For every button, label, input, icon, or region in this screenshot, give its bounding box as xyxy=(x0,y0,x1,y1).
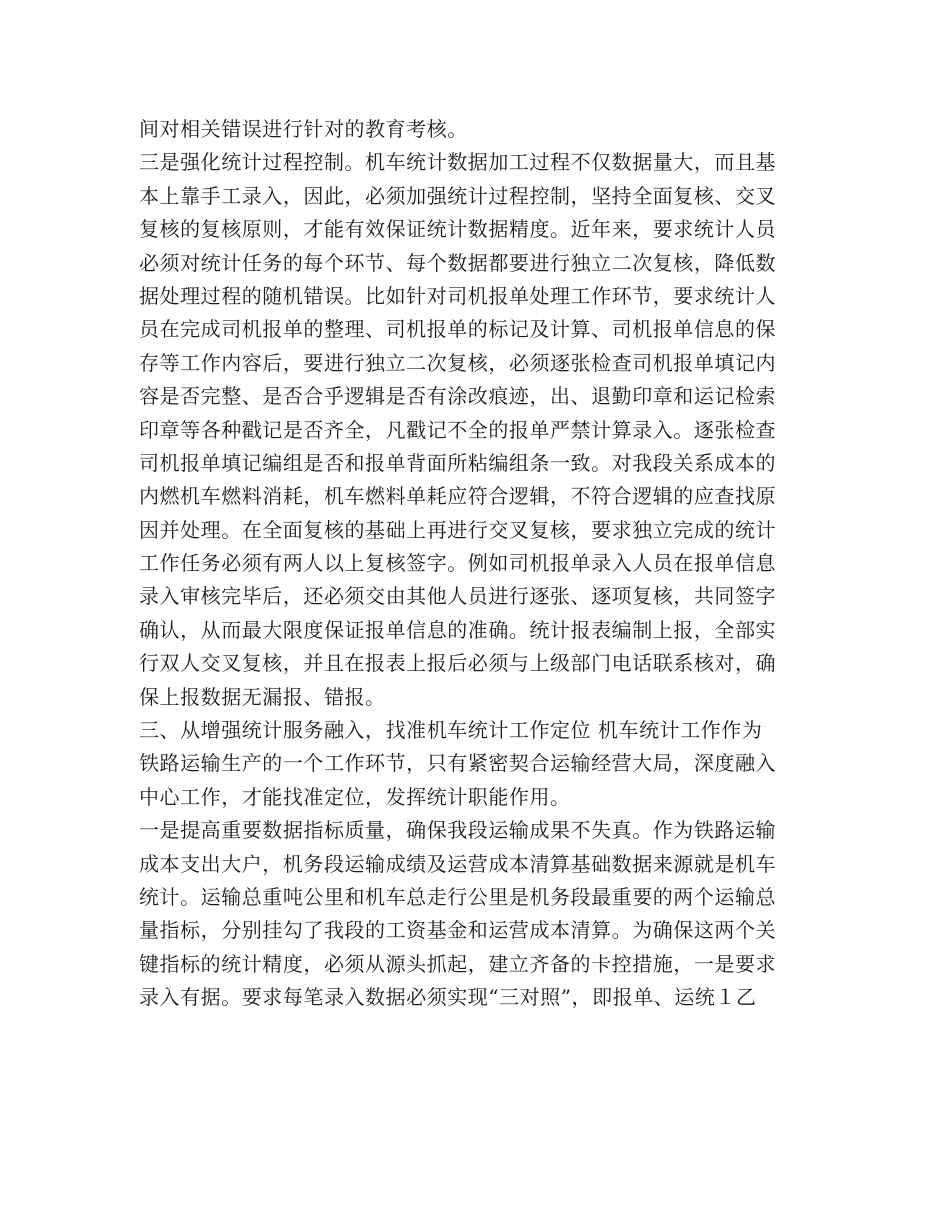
text-line: 行双人交叉复核，并且在报表上报后必须与上级部门电话联系核对，确 xyxy=(139,651,777,676)
text-line: 录入有据。要求每笔录入数据必须实现“三对照”，即报单、运统１乙 xyxy=(139,985,757,1010)
text-line: 确认，从而最大限度保证报单信息的准确。统计报表编制上报，全部实 xyxy=(139,617,777,642)
text-line: 因并处理。在全面复核的基础上再进行交叉复核，要求独立完成的统计 xyxy=(139,517,777,542)
text-line: 录入审核完毕后，还必须交由其他人员进行逐张、逐项复核，共同签字 xyxy=(139,584,777,609)
text-line: 容是否完整、是否合乎逻辑是否有涂改痕迹，出、退勤印章和运记检索 xyxy=(139,384,777,409)
text-line: 量指标，分别挂勾了我段的工资基金和运营成本清算。为确保这两个关 xyxy=(139,918,777,943)
text-line: 中心工作，才能找准定位，发挥统计职能作用。 xyxy=(139,784,571,809)
text-line: 工作任务必须有两人以上复核签字。例如司机报单录入人员在报单信息 xyxy=(139,551,777,576)
text-line: 保上报数据无漏报、错报。 xyxy=(139,684,386,709)
text-line: 司机报单填记编组是否和报单背面所粘编组条一致。对我段关系成本的 xyxy=(139,450,777,475)
text-line: 键指标的统计精度，必须从源头抓起，建立齐备的卡控措施，一是要求 xyxy=(139,951,777,976)
text-line: 内燃机车燃料消耗，机车燃料单耗应符合逻辑，不符合逻辑的应查找原 xyxy=(139,484,777,509)
text-line: 三、从增强统计服务融入，找准机车统计工作定位 机车统计工作作为 xyxy=(139,718,763,743)
text-line: 成本支出大户，机务段运输成绩及运营成本清算基础数据来源就是机车 xyxy=(139,851,777,876)
text-line: 一是提高重要数据指标质量，确保我段运输成果不失真。作为铁路运输 xyxy=(139,818,777,843)
text-line: 印章等各种戳记是否齐全，凡戳记不全的报单严禁计算录入。逐张检查 xyxy=(139,417,777,442)
text-line: 本上靠手工录入，因此，必须加强统计过程控制，坚持全面复核、交叉 xyxy=(139,183,777,208)
text-line: 复核的复核原则，才能有效保证统计数据精度。近年来，要求统计人员 xyxy=(139,217,777,242)
text-line: 三是强化统计过程控制。机车统计数据加工过程不仅数据量大，而且基 xyxy=(139,150,777,175)
text-line: 存等工作内容后，要进行独立二次复核，必须逐张检查司机报单填记内 xyxy=(139,350,777,375)
text-line: 铁路运输生产的一个工作环节，只有紧密契合运输经营大局，深度融入 xyxy=(139,751,777,776)
text-line: 员在完成司机报单的整理、司机报单的标记及计算、司机报单信息的保 xyxy=(139,317,777,342)
text-line: 间对相关错误进行针对的教育考核。 xyxy=(139,117,468,141)
text-line: 统计。运输总重吨公里和机车总走行公里是机务段最重要的两个运输总 xyxy=(139,884,777,909)
text-line: 据处理过程的随机错误。比如针对司机报单处理工作环节，要求统计人 xyxy=(139,283,777,308)
text-line: 必须对统计任务的每个环节、每个数据都要进行独立二次复核，降低数 xyxy=(139,250,777,275)
body-text xyxy=(139,113,815,1015)
